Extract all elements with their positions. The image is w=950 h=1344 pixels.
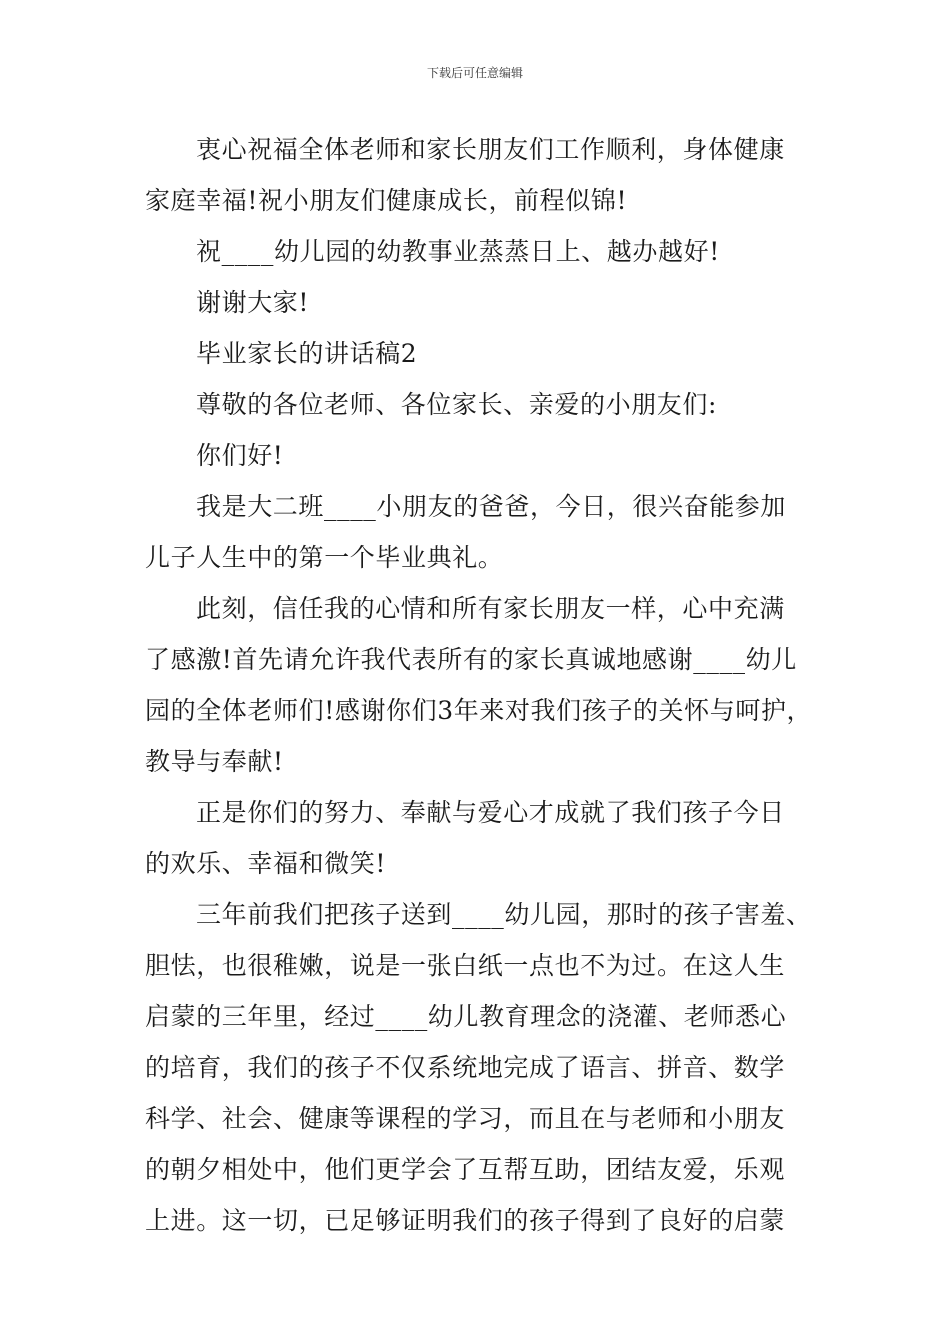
text-line: 了感激!首先请允许我代表所有的家长真诚地感谢____幼儿: [145, 645, 797, 674]
text-line: 园的全体老师们!感谢你们3年来对我们孩子的关怀与呵护，: [145, 696, 813, 725]
paragraph: [145, 889, 835, 1246]
paragraph: [145, 787, 835, 889]
text-line: 的朝夕相处中，他们更学会了互帮互助，团结友爱，乐观: [145, 1155, 786, 1184]
text-line: 儿子人生中的第一个毕业典礼。: [145, 543, 504, 572]
text-line: 此刻，信任我的心情和所有家长朋友一样，心中充满: [196, 594, 785, 623]
text-line: 家庭幸福!祝小朋友们健康成长，前程似锦!: [145, 186, 628, 215]
paragraph: [145, 226, 835, 277]
page-header: 下载后可任意编辑: [426, 66, 523, 80]
text-line: 启蒙的三年里，经过____幼儿教育理念的浇灌、老师悉心: [145, 1002, 787, 1031]
text-line: 毕业家长的讲话稿2: [196, 339, 418, 368]
text-line: 科学、社会、健康等课程的学习，而且在与老师和小朋友: [145, 1104, 786, 1133]
document-body: [145, 124, 835, 1246]
paragraph: [145, 481, 835, 583]
text-line: 衷心祝福全体老师和家长朋友们工作顺利，身体健康: [196, 135, 785, 164]
text-line: 祝____幼儿园的幼教事业蒸蒸日上、越办越好!: [196, 237, 720, 266]
text-line: 正是你们的努力、奉献与爱心才成就了我们孩子今日: [196, 798, 785, 827]
paragraph: [145, 583, 835, 787]
text-line: 教导与奉献!: [145, 747, 284, 776]
text-line: 上进。这一切，已足够证明我们的孩子得到了良好的启蒙: [145, 1206, 786, 1235]
text-line: 你们好!: [196, 441, 284, 470]
salutation: [145, 379, 835, 430]
text-line: 谢谢大家!: [196, 288, 310, 317]
text-line: 胆怯，也很稚嫩，说是一张白纸一点也不为过。在这人生: [145, 951, 786, 980]
text-line: 的培育，我们的孩子不仅系统地完成了语言、拼音、数学: [145, 1053, 786, 1082]
text-line: 尊敬的各位老师、各位家长、亲爱的小朋友们:: [196, 390, 718, 419]
text-line: 三年前我们把孩子送到____幼儿园，那时的孩子害羞、: [196, 900, 812, 929]
paragraph: [145, 124, 835, 226]
text-line: 我是大二班____小朋友的爸爸，今日，很兴奋能参加: [196, 492, 787, 521]
paragraph: [145, 277, 835, 328]
greeting: [145, 430, 835, 481]
text-line: 的欢乐、幸福和微笑!: [145, 849, 387, 878]
section-title: [145, 328, 835, 379]
